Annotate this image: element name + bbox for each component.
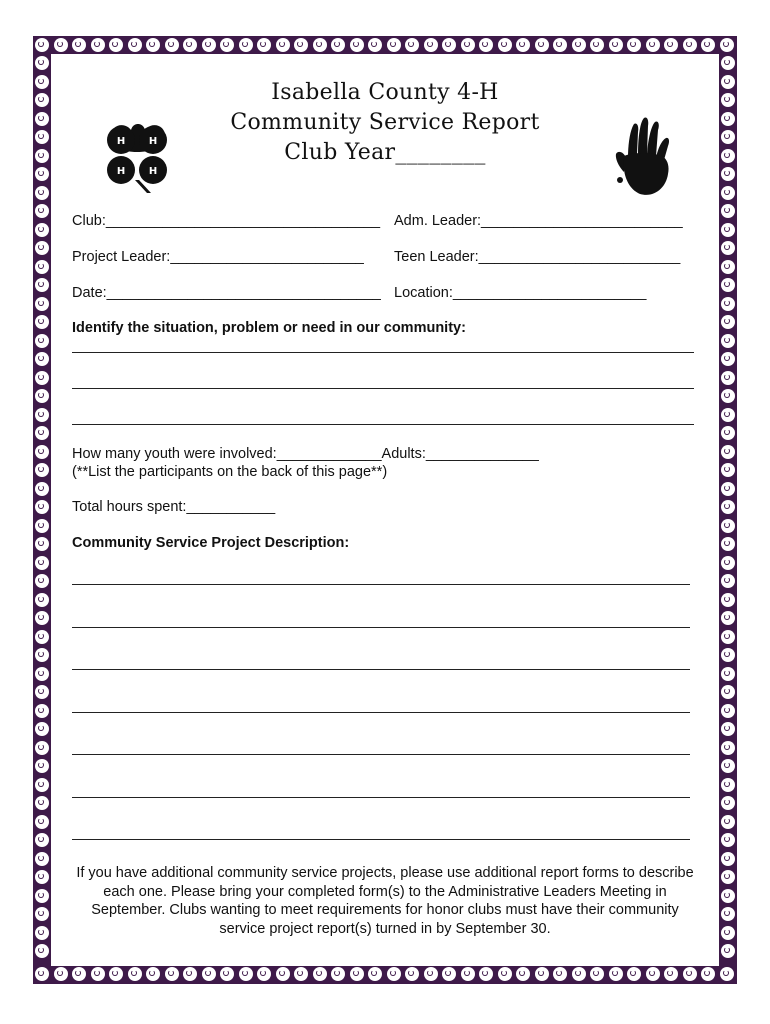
spiral-ornament bbox=[701, 38, 715, 52]
spiral-ornament bbox=[276, 38, 290, 52]
spiral-ornament bbox=[721, 759, 735, 773]
spiral-ornament bbox=[35, 371, 49, 385]
spiral-ornament bbox=[590, 967, 604, 981]
handprint-icon bbox=[610, 114, 680, 202]
club-field[interactable]: Club:__________________________________ bbox=[72, 213, 381, 229]
spiral-ornament bbox=[35, 926, 49, 940]
spiral-ornament bbox=[721, 944, 735, 958]
spiral-ornament bbox=[609, 967, 623, 981]
svg-text:H: H bbox=[148, 136, 158, 147]
description-label: Community Service Project Description: bbox=[72, 535, 350, 551]
spiral-ornament bbox=[35, 852, 49, 866]
footer-instructions: If you have additional community service projects, please use additional report forms to describe each one. Please bring your completed form(s) to the Administrative Leaders Meeting in September. Clubs wanting to meet requirements for honor clubs must have their community service project report(s) turned in by September 30. bbox=[76, 865, 694, 937]
spiral-ornament bbox=[35, 537, 49, 551]
spiral-ornament bbox=[72, 967, 86, 981]
spiral-ornament bbox=[721, 204, 735, 218]
spiral-ornament bbox=[479, 967, 493, 981]
spiral-ornament bbox=[35, 778, 49, 792]
location-field[interactable]: Location:________________________ bbox=[394, 285, 647, 301]
spiral-ornament bbox=[35, 593, 49, 607]
spiral-ornament bbox=[442, 967, 456, 981]
spiral-ornament bbox=[202, 967, 216, 981]
spiral-ornament bbox=[35, 741, 49, 755]
spiral-ornament bbox=[35, 967, 49, 981]
spiral-ornament bbox=[721, 500, 735, 514]
spiral-ornament bbox=[721, 833, 735, 847]
spiral-ornament bbox=[498, 967, 512, 981]
spiral-ornament bbox=[35, 648, 49, 662]
situation-label: Identify the situation, problem or need in our community: bbox=[72, 320, 466, 336]
spiral-ornament bbox=[720, 967, 734, 981]
spiral-ornament bbox=[664, 967, 678, 981]
spiral-ornament bbox=[109, 38, 123, 52]
spiral-ornament bbox=[721, 926, 735, 940]
spiral-ornament bbox=[572, 38, 586, 52]
spiral-ornament bbox=[202, 38, 216, 52]
4h-clover-icon bbox=[99, 118, 175, 194]
spiral-ornament bbox=[35, 815, 49, 829]
project-leader-field[interactable]: Project Leader:________________________ bbox=[72, 249, 364, 265]
description-line[interactable] bbox=[72, 797, 690, 798]
spiral-ornament bbox=[313, 38, 327, 52]
spiral-ornament bbox=[35, 685, 49, 699]
spiral-ornament bbox=[35, 759, 49, 773]
spiral-ornament bbox=[72, 38, 86, 52]
spiral-ornament bbox=[461, 38, 475, 52]
spiral-ornament bbox=[721, 556, 735, 570]
spiral-ornament bbox=[128, 967, 142, 981]
spiral-ornament bbox=[35, 260, 49, 274]
spiral-ornament bbox=[721, 408, 735, 422]
spiral-ornament bbox=[721, 648, 735, 662]
spiral-ornament bbox=[35, 241, 49, 255]
spiral-ornament bbox=[721, 426, 735, 440]
spiral-ornament bbox=[721, 870, 735, 884]
adm-leader-field[interactable]: Adm. Leader:_________________________ bbox=[394, 213, 683, 229]
description-line[interactable] bbox=[72, 584, 690, 585]
spiral-ornament bbox=[35, 574, 49, 588]
spiral-ornament bbox=[54, 967, 68, 981]
page-title-county: Isabella County 4-H bbox=[271, 80, 499, 105]
spiral-ornament bbox=[109, 967, 123, 981]
situation-line[interactable] bbox=[72, 424, 694, 425]
spiral-ornament bbox=[35, 38, 49, 52]
spiral-ornament bbox=[183, 967, 197, 981]
spiral-ornament bbox=[35, 630, 49, 644]
page-title-report: Community Service Report bbox=[230, 110, 540, 135]
spiral-ornament bbox=[590, 38, 604, 52]
spiral-ornament bbox=[721, 223, 735, 237]
spiral-ornament bbox=[146, 38, 160, 52]
spiral-ornament bbox=[721, 371, 735, 385]
spiral-ornament bbox=[701, 967, 715, 981]
spiral-ornament bbox=[35, 223, 49, 237]
spiral-ornament bbox=[35, 704, 49, 718]
spiral-ornament bbox=[405, 967, 419, 981]
spiral-ornament bbox=[368, 967, 382, 981]
teen-leader-field[interactable]: Teen Leader:_________________________ bbox=[394, 249, 681, 265]
description-line[interactable] bbox=[72, 627, 690, 628]
spiral-ornament bbox=[721, 778, 735, 792]
spiral-ornament bbox=[54, 38, 68, 52]
spiral-ornament bbox=[331, 38, 345, 52]
spiral-ornament bbox=[516, 38, 530, 52]
spiral-ornament bbox=[572, 967, 586, 981]
spiral-ornament bbox=[35, 907, 49, 921]
spiral-ornament bbox=[721, 334, 735, 348]
svg-text:H: H bbox=[116, 166, 126, 177]
spiral-ornament bbox=[479, 38, 493, 52]
svg-text:H: H bbox=[116, 136, 126, 147]
spiral-ornament bbox=[553, 967, 567, 981]
spiral-ornament bbox=[331, 967, 345, 981]
spiral-ornament bbox=[721, 167, 735, 181]
spiral-ornament bbox=[35, 667, 49, 681]
participants-note: (**List the participants on the back of this page**) bbox=[72, 464, 388, 480]
spiral-ornament bbox=[535, 38, 549, 52]
spiral-ornament bbox=[239, 967, 253, 981]
spiral-ornament bbox=[721, 537, 735, 551]
spiral-ornament bbox=[35, 167, 49, 181]
spiral-ornament bbox=[721, 352, 735, 366]
spiral-ornament bbox=[721, 260, 735, 274]
situation-line[interactable] bbox=[72, 388, 694, 389]
spiral-ornament bbox=[35, 334, 49, 348]
spiral-ornament bbox=[183, 38, 197, 52]
spiral-ornament bbox=[276, 967, 290, 981]
spiral-ornament bbox=[35, 944, 49, 958]
spiral-ornament bbox=[721, 463, 735, 477]
spiral-ornament bbox=[553, 38, 567, 52]
spiral-ornament bbox=[35, 482, 49, 496]
spiral-ornament bbox=[165, 967, 179, 981]
spiral-ornament bbox=[294, 38, 308, 52]
spiral-ornament bbox=[498, 38, 512, 52]
spiral-ornament bbox=[721, 519, 735, 533]
spiral-ornament bbox=[721, 241, 735, 255]
spiral-ornament bbox=[721, 389, 735, 403]
spiral-ornament bbox=[721, 445, 735, 459]
spiral-ornament bbox=[350, 967, 364, 981]
spiral-ornament bbox=[368, 38, 382, 52]
spiral-ornament bbox=[721, 685, 735, 699]
spiral-ornament bbox=[35, 500, 49, 514]
spiral-ornament bbox=[35, 426, 49, 440]
spiral-ornament bbox=[721, 889, 735, 903]
spiral-ornament bbox=[239, 38, 253, 52]
spiral-ornament bbox=[721, 186, 735, 200]
spiral-ornament bbox=[721, 722, 735, 736]
spiral-ornament bbox=[721, 315, 735, 329]
spiral-ornament bbox=[35, 722, 49, 736]
spiral-ornament bbox=[35, 796, 49, 810]
spiral-ornament bbox=[35, 445, 49, 459]
spiral-ornament bbox=[405, 38, 419, 52]
spiral-ornament bbox=[683, 967, 697, 981]
spiral-ornament bbox=[721, 907, 735, 921]
spiral-ornament bbox=[721, 630, 735, 644]
spiral-ornament bbox=[424, 967, 438, 981]
spiral-ornament bbox=[627, 967, 641, 981]
spiral-ornament bbox=[35, 352, 49, 366]
spiral-ornament bbox=[720, 38, 734, 52]
spiral-ornament bbox=[220, 967, 234, 981]
spiral-ornament bbox=[35, 204, 49, 218]
spiral-ornament bbox=[721, 278, 735, 292]
youth-involved-field[interactable]: How many youth were involved:_____________Adults:______________ bbox=[72, 446, 539, 462]
spiral-ornament bbox=[257, 38, 271, 52]
spiral-ornament bbox=[35, 463, 49, 477]
spiral-ornament bbox=[91, 967, 105, 981]
spiral-ornament bbox=[721, 482, 735, 496]
spiral-ornament bbox=[442, 38, 456, 52]
spiral-ornament bbox=[609, 38, 623, 52]
spiral-ornament bbox=[146, 967, 160, 981]
spiral-ornament bbox=[35, 278, 49, 292]
description-line[interactable] bbox=[72, 754, 690, 755]
spiral-ornament bbox=[721, 593, 735, 607]
spiral-ornament bbox=[461, 967, 475, 981]
spiral-ornament bbox=[721, 741, 735, 755]
spiral-ornament bbox=[35, 408, 49, 422]
spiral-ornament bbox=[35, 389, 49, 403]
total-hours-field[interactable]: Total hours spent:___________ bbox=[72, 499, 276, 515]
description-line[interactable] bbox=[72, 712, 690, 713]
spiral-ornament bbox=[627, 38, 641, 52]
spiral-ornament bbox=[516, 967, 530, 981]
spiral-ornament bbox=[220, 38, 234, 52]
spiral-ornament bbox=[35, 870, 49, 884]
spiral-ornament bbox=[35, 186, 49, 200]
spiral-ornament bbox=[313, 967, 327, 981]
spiral-ornament bbox=[387, 967, 401, 981]
spiral-ornament bbox=[721, 852, 735, 866]
spiral-ornament bbox=[721, 297, 735, 311]
spiral-ornament bbox=[35, 297, 49, 311]
description-line[interactable] bbox=[72, 839, 690, 840]
spiral-ornament bbox=[35, 519, 49, 533]
spiral-ornament bbox=[721, 574, 735, 588]
spiral-ornament bbox=[646, 967, 660, 981]
spiral-ornament bbox=[35, 889, 49, 903]
spiral-ornament bbox=[721, 815, 735, 829]
spiral-ornament bbox=[721, 704, 735, 718]
spiral-ornament bbox=[350, 38, 364, 52]
spiral-ornament bbox=[721, 796, 735, 810]
spiral-ornament bbox=[35, 833, 49, 847]
spiral-ornament bbox=[721, 56, 735, 70]
spiral-ornament bbox=[294, 967, 308, 981]
page-title-club-year: Club Year________ bbox=[284, 140, 486, 165]
spiral-ornament bbox=[35, 315, 49, 329]
svg-text:H: H bbox=[148, 166, 158, 177]
spiral-ornament bbox=[165, 38, 179, 52]
spiral-ornament bbox=[646, 38, 660, 52]
spiral-ornament bbox=[91, 38, 105, 52]
description-line[interactable] bbox=[72, 669, 690, 670]
spiral-ornament bbox=[35, 56, 49, 70]
spiral-ornament bbox=[35, 556, 49, 570]
spiral-ornament bbox=[257, 967, 271, 981]
spiral-ornament bbox=[683, 38, 697, 52]
spiral-ornament bbox=[128, 38, 142, 52]
spiral-ornament bbox=[424, 38, 438, 52]
spiral-ornament bbox=[535, 967, 549, 981]
spiral-ornament bbox=[35, 611, 49, 625]
date-field[interactable]: Date:__________________________________ bbox=[72, 285, 381, 301]
situation-line[interactable] bbox=[72, 352, 694, 353]
spiral-ornament bbox=[721, 611, 735, 625]
spiral-ornament bbox=[721, 667, 735, 681]
spiral-ornament bbox=[664, 38, 678, 52]
spiral-ornament bbox=[387, 38, 401, 52]
